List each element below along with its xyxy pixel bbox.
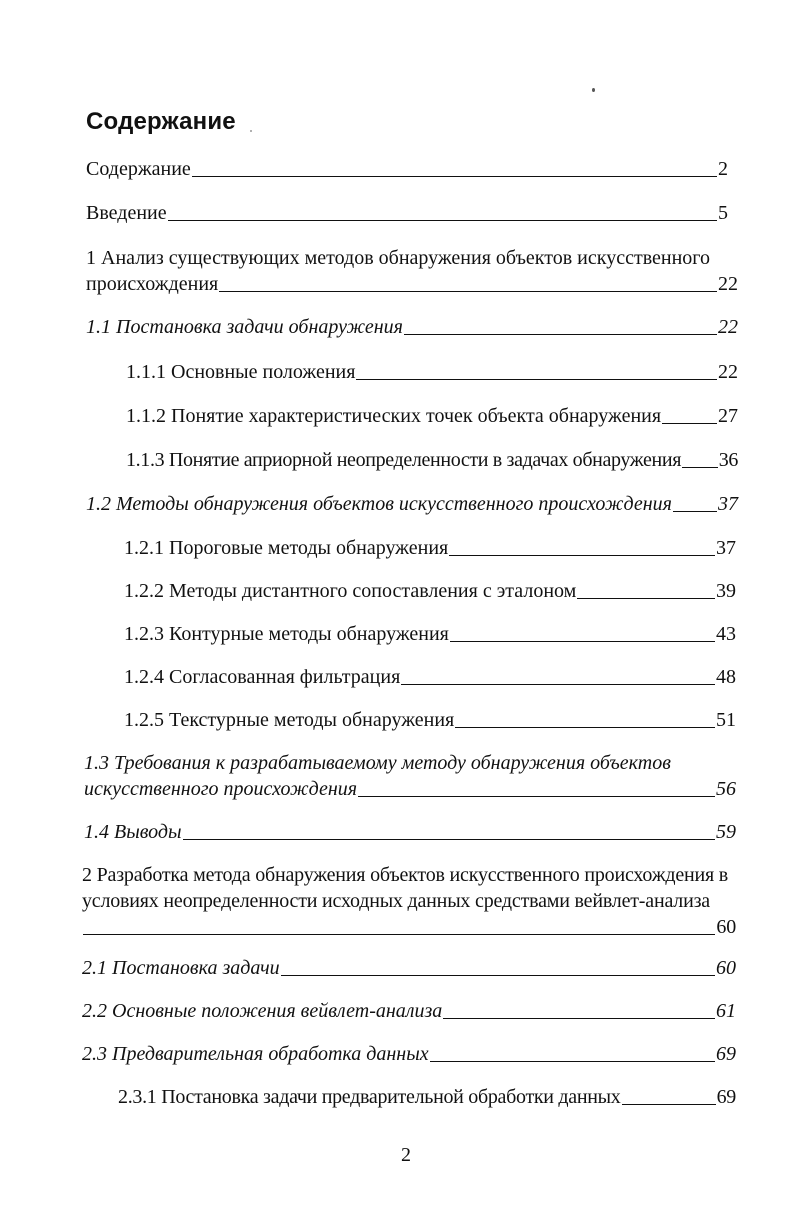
dot-leader	[183, 839, 715, 840]
dot-leader	[404, 334, 717, 335]
toc-entry-page: 59	[716, 821, 736, 843]
dot-leader	[673, 511, 717, 512]
toc-entry-page: 48	[716, 666, 736, 688]
toc-entry-page: 69	[716, 1043, 736, 1065]
toc-entry-title: происхождения	[86, 273, 219, 295]
dot-leader	[622, 1104, 716, 1105]
scan-speck	[592, 88, 595, 92]
toc-entry-title: искусственного происхождения	[84, 778, 358, 800]
dot-leader	[430, 1061, 715, 1062]
toc-entry[interactable]	[126, 359, 738, 385]
toc-entry[interactable]	[124, 535, 736, 561]
toc-entry[interactable]	[124, 664, 736, 690]
dot-leader	[358, 796, 715, 797]
toc-entry[interactable]	[124, 621, 736, 647]
dot-leader	[455, 727, 715, 728]
dot-leader	[83, 934, 715, 935]
toc-entry-title-line: условиях неопределенности исходных данных средствами вейвлет-анализа	[82, 890, 710, 912]
dot-leader	[281, 975, 715, 976]
toc-entry-title: 1.1 Постановка задачи обнаружения	[86, 316, 403, 338]
toc-entry-page: 51	[716, 709, 736, 731]
toc-entry[interactable]	[84, 750, 736, 802]
toc-entry-title: 1.2.1 Пороговые методы обнаружения	[124, 537, 449, 559]
toc-entry-title: 1.2.4 Согласованная фильтрация	[124, 666, 401, 688]
dot-leader	[449, 555, 715, 556]
toc-entry-page: 22	[718, 273, 738, 295]
toc-entry-page: 43	[716, 623, 736, 645]
toc-entry[interactable]	[126, 403, 738, 429]
toc-entry-title: 1.1.2 Понятие характеристических точек объекта обнаружения	[126, 405, 662, 427]
dot-leader	[168, 220, 717, 221]
dot-leader	[577, 598, 715, 599]
scan-speck	[250, 130, 252, 132]
dot-leader	[443, 1018, 715, 1019]
toc-entry-title: 1.2 Методы обнаружения объектов искусственного происхождения	[86, 493, 672, 515]
toc-entry-title-line: 1.3 Требования к разрабатываемому методу обнаружения объектов	[84, 752, 671, 774]
toc-entry-title: 1.2.3 Контурные методы обнаружения	[124, 623, 449, 645]
toc-entry[interactable]	[118, 1084, 736, 1110]
toc-entry-title: Введение	[86, 202, 167, 224]
toc-entry[interactable]	[124, 707, 736, 733]
toc-entry[interactable]	[86, 156, 728, 182]
dot-leader	[662, 423, 717, 424]
toc-entry[interactable]	[82, 1041, 736, 1067]
toc-entry[interactable]	[84, 819, 736, 845]
toc-entry-page: 27	[718, 405, 738, 427]
toc-entry-page: 69	[716, 1086, 736, 1108]
toc-entry[interactable]	[126, 447, 738, 473]
toc-entry-title: 1.2.5 Текстурные методы обнаружения	[124, 709, 455, 731]
toc-entry-page: 37	[718, 493, 738, 515]
toc-entry-page: 36	[718, 449, 738, 471]
toc-entry-title: 2.3.1 Постановка задачи предварительной обработки данных	[118, 1086, 621, 1108]
toc-entry-page: 37	[716, 537, 736, 559]
toc-entry[interactable]	[86, 200, 728, 226]
toc-entry-title: 1.2.2 Методы дистантного сопоставления с эталоном	[124, 580, 577, 602]
toc-entry-page: 5	[718, 202, 728, 224]
toc-entry-title-line: 2 Разработка метода обнаружения объектов искусственного происхождения в	[82, 864, 729, 886]
dot-leader	[219, 291, 717, 292]
dot-leader	[356, 379, 717, 380]
dot-leader	[682, 467, 718, 468]
toc-entry-title: 1.1.3 Понятие априорной неопределенности в задачах обнаружения	[126, 449, 682, 471]
toc-entry-title: 2.1 Постановка задачи	[82, 957, 280, 979]
toc-entry[interactable]	[82, 998, 736, 1024]
toc-entry-page: 60	[716, 916, 736, 938]
page-number: 2	[401, 1144, 411, 1166]
toc-entry-page: 22	[718, 361, 738, 383]
toc-entry-title-line: 1 Анализ существующих методов обнаружения объектов искусственного	[86, 247, 711, 269]
toc-entry-title: 2.3 Предварительная обработка данных	[82, 1043, 429, 1065]
toc-entry-title: Содержание	[86, 158, 191, 180]
toc-entry[interactable]	[82, 955, 736, 981]
toc-entry-title: 1.4 Выводы	[84, 821, 182, 843]
dot-leader	[192, 176, 717, 177]
toc-entry-page: 61	[716, 1000, 736, 1022]
toc-entry-page: 60	[716, 957, 736, 979]
page-title: Содержание	[86, 108, 236, 135]
toc-entry-page: 22	[718, 316, 738, 338]
toc-entry-title: 1.1.1 Основные положения	[126, 361, 356, 383]
toc-entry-page: 39	[716, 580, 736, 602]
dot-leader	[450, 641, 715, 642]
toc-entry[interactable]	[124, 578, 736, 604]
toc-entry-page: 2	[718, 158, 728, 180]
toc-entry[interactable]	[82, 862, 736, 940]
toc-entry[interactable]	[86, 491, 738, 517]
toc-entry-title: 2.2 Основные положения вейвлет-анализа	[82, 1000, 443, 1022]
toc-entry[interactable]	[86, 314, 738, 340]
toc-entry-page: 56	[716, 778, 736, 800]
toc-entry[interactable]	[86, 245, 738, 297]
dot-leader	[401, 684, 715, 685]
